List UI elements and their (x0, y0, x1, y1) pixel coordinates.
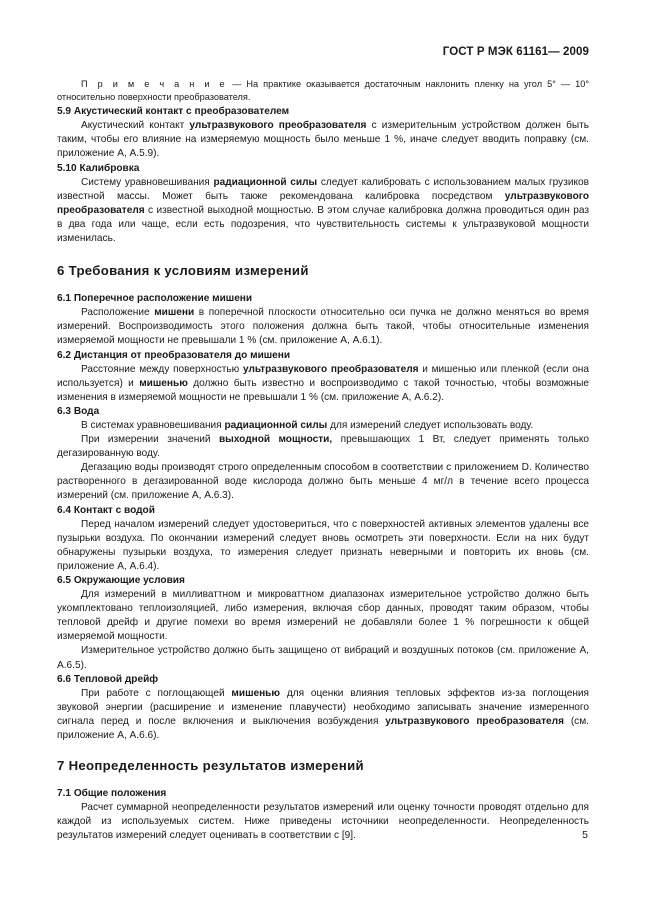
page-number: 5 (582, 829, 588, 841)
paragraph-6-6: При работе с поглощающей мишенью для оценки влияния тепловых эффектов из-за поглощения звуковой энергии (расширение и изменение плавучести) необходимо записывать значение измеренного сигнала перед и после включения и выключения возбуждения ультразвукового преобразователя (см. приложение А, А.6.6). (57, 687, 589, 742)
heading-6-5: 6.5 Окружающие условия (57, 575, 185, 586)
paragraph-6-1: Расположение мишени в поперечной плоскости относительно оси пучка не должно меняться во время измерений. Воспроизводимость этого положения должна быть такой, чтобы относительные изменения измеряемой мощности не превышали 1 % (см. приложение А, А.6.1). (57, 307, 590, 347)
heading-6-1: 6.1 Поперечное расположение мишени (57, 293, 253, 305)
heading-5-10: 5.10 Калибровка (57, 162, 140, 174)
paragraph-5-9: Акустический контакт ультразвукового преобразователя с измерительным устройством должен быть таким, чтобы его влияние на измеряемую мощность было меньше 1 %, иначе следует вводить поправку (см. приложение А, А.5.9). (57, 120, 589, 160)
paragraph-6-4: Перед началом измерений следует удостовериться, что с поверхностей активных элементов удалены все пузырьки воздуха. По окончании измерений следует вновь осмотреть эти поверхности. Если на них будут обнаружены пузырьки воздуха, то измерения следует признать неверными и повторить их вновь (см. приложение А, А.6.4). (57, 518, 589, 572)
heading-6-2: 6.2 Дистанция от преобразователя до мишени (57, 349, 291, 361)
heading-6-4: 6.4 Контакт с водой (57, 504, 155, 516)
note-paragraph (57, 78, 589, 103)
paragraph-6-3-a: В системах уравновешивания радиационной силы для измерений следует использовать воду. (81, 419, 534, 431)
paragraph-6-5-b: Измерительное устройство должно быть защищено от вибраций и воздушных потоков (см. приложение А, А.6.5). (57, 645, 589, 671)
section-title-6: 6 Требования к условиям измерений (57, 263, 309, 279)
paragraph-5-10: Систему уравновешивания радиационной силы следует калибровать с использованием малых грузиков известной массы. Может быть также рекомендована калибровка посредством ультразвукового преобразователя с известной выходной мощностью. В этом случае калибровка должна проводиться один раз в два года или чаще, если есть подозрения, что чувствительность системы к ультразвуковой мощности изменилась. (57, 176, 589, 245)
paragraph-7-1: Расчет суммарной неопределенности результатов измерений или оценку точности проводят отдельно для каждой из используемых систем. Ниже приведены источники неопределенности. Неопределенность результатов измерений следует оценивать в соответствии с [9]. (57, 802, 589, 842)
note-label: П р и м е ч а н и е (81, 79, 228, 89)
paragraph-6-5-a: Для измерений в милливаттном и микроваттном диапазонах измерительное устройство должно быть укомплектовано теплоизоляцией, либо измерения, включая сбор данных, проводят таким образом, чтобы тепловой дрейф и другие помехи во время измерений не добавляли более 1 % погрешности к общей измеряемой мощности. (57, 589, 589, 643)
heading-5-9: 5.9 Акустический контакт с преобразователем (57, 106, 290, 118)
heading-7-1: 7.1 Общие положения (57, 788, 167, 800)
paragraph-6-3-b: При измерении значений выходной мощности, превышающих 1 Вт, следует применять только дегазированную воду. (57, 434, 589, 460)
section-title-7: 7 Неопределенность результатов измерений (57, 758, 364, 774)
note-text: — На практике оказывается достаточным наклонить пленку на угол 5° — 10° относительно поверхности преобразователя. (57, 79, 589, 102)
heading-6-3: 6.3 Вода (57, 405, 100, 417)
heading-6-6: 6.6 Тепловой дрейф (57, 673, 159, 685)
paragraph-6-3-c: Дегазацию воды производят строго определенным способом в соответствии с приложением D. Количество растворенного в дегазированной воде кислорода должно быть меньше 4 мг/л в течение всего процесса измерений (см. приложение А, А.6.3). (57, 462, 589, 502)
paragraph-6-2: Расстояние между поверхностью ультразвукового преобразователя и мишенью или пленкой (если она используется) и мишенью должно быть известно и воспроизводимо с такой точностью, чтобы возможные изменения в измеряемой мощности не превышали 1 % (см. приложение А, А.6.2). (57, 363, 589, 403)
standard-code-header: ГОСТ Р МЭК 61161— 2009 (442, 46, 589, 58)
document-body (57, 78, 589, 844)
